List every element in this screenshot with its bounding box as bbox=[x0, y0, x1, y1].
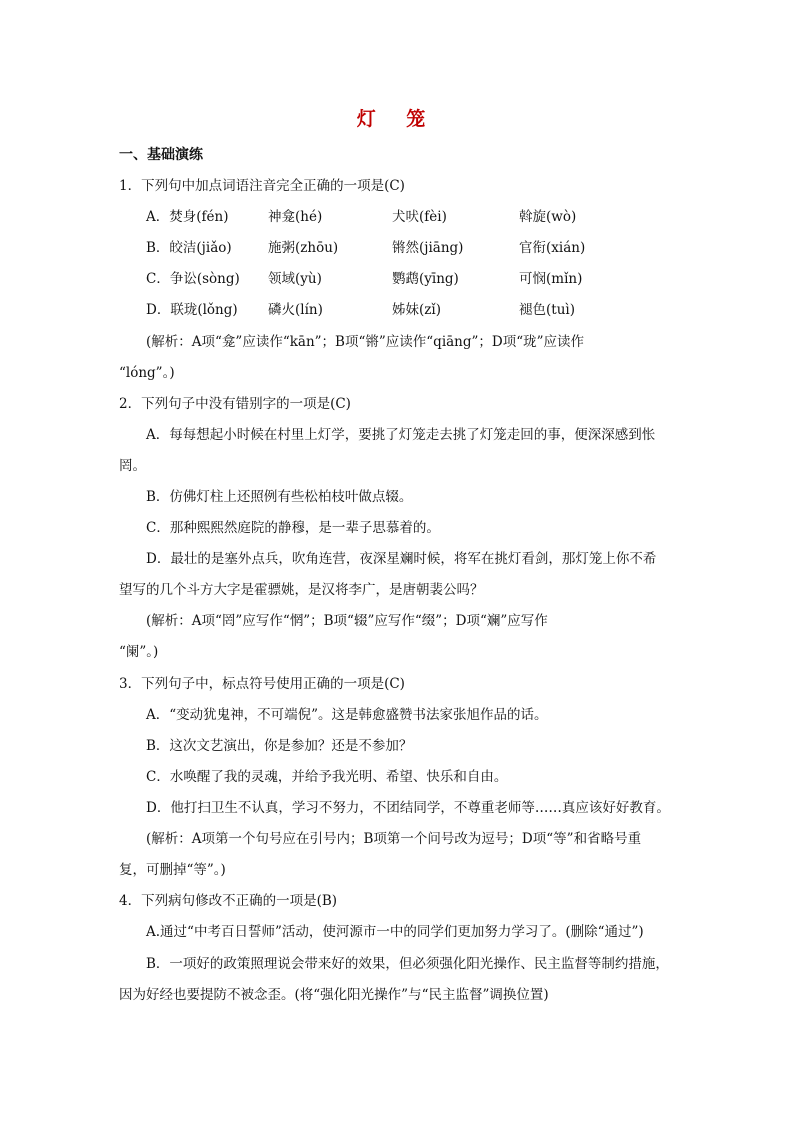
question-3-option-d: D．他打扫卫生不认真，学习不努力，不团结同学，不尊重老师等……真应该好好教育。 bbox=[146, 800, 670, 816]
option-item: 犬吠(fèi) bbox=[392, 209, 447, 225]
option-item: D．联珑(lǒng) bbox=[146, 302, 238, 318]
option-item: 褪色(tuì) bbox=[519, 302, 575, 318]
option-item: 姊妹(zǐ) bbox=[392, 302, 441, 318]
option-item: 斡旋(wò) bbox=[519, 209, 577, 225]
option-item: 神龛(hé) bbox=[268, 209, 323, 225]
question-1-stem: 1．下列句中加点词语注音完全正确的一项是(C) bbox=[119, 178, 405, 194]
question-1-analysis: (解析：A项“龛”应读作“kān”；B项“锵”应读作“qiāng”；D项“珑”应读作 bbox=[146, 334, 585, 350]
question-4-stem: 4．下列病句修改不正确的一项是(B) bbox=[119, 893, 338, 909]
option-item: C．争讼(sòng) bbox=[146, 271, 240, 287]
question-3-option-b: B．这次文艺演出，你是参加？还是不参加？ bbox=[146, 738, 413, 754]
question-2-option-d: D．最壮的是塞外点兵，吹角连营，夜深星斓时候，将军在挑灯看剑，那灯笼上你不希 bbox=[146, 551, 657, 567]
option-item: 磷火(lín) bbox=[268, 302, 323, 318]
option-item: 鹦鹉(yīng) bbox=[392, 271, 459, 287]
question-2-stem: 2．下列句子中没有错别字的一项是(C) bbox=[119, 396, 351, 412]
question-2-option-a: A．每每想起小时候在村里上灯学，要挑了灯笼走去挑了灯笼走回的事，便深深感到怅 bbox=[146, 427, 656, 443]
question-3-option-c: C．水唤醒了我的灵魂，并给予我光明、希望、快乐和自由。 bbox=[146, 769, 508, 785]
question-2-option-b: B．仿佛灯柱上还照例有些松柏枝叶做点辍。 bbox=[146, 489, 413, 505]
question-2-analysis: (解析：A项“罔”应写作“惘”；B项“辍”应写作“缀”；D项“斓”应写作 bbox=[146, 613, 548, 629]
question-2-analysis-cont: “阑”。) bbox=[119, 644, 159, 660]
option-item: 领域(yù) bbox=[268, 271, 322, 287]
option-item: B．皎洁(jiǎo) bbox=[146, 240, 232, 256]
question-2-option-d-cont: 望写的几个斗方大字是霍骠姚，是汉将李广，是唐朝裴公吗？ bbox=[119, 582, 484, 598]
option-item: A．焚身(fén) bbox=[146, 209, 229, 225]
option-item: 官衔(xián) bbox=[519, 240, 586, 256]
question-1-analysis-cont: “lóng”。) bbox=[119, 365, 175, 381]
question-3-analysis-cont: 复，可删掉“等”。) bbox=[119, 862, 226, 878]
question-3-analysis: (解析：A项第一个句号应在引号内；B项第一个问号改为逗号；D项“等”和省略号重 bbox=[146, 831, 642, 847]
question-2-option-c: C．那种熙熙然庭院的静穆，是一辈子思慕着的。 bbox=[146, 520, 440, 536]
question-3-option-a: A．“变动犹鬼神，不可端倪”。这是韩愈盛赞书法家张旭作品的话。 bbox=[146, 707, 548, 723]
question-3-stem: 3．下列句子中，标点符号使用正确的一项是(C) bbox=[119, 676, 405, 692]
document-title: 灯 笼 bbox=[356, 108, 438, 130]
section-heading: 一、基础演练 bbox=[119, 147, 203, 163]
question-2-option-a-cont: 罔。 bbox=[119, 458, 146, 474]
question-4-option-a: A.通过“中考百日誓师”活动，使河源市一中的同学们更加努力学习了。(删除“通过”) bbox=[146, 924, 644, 940]
option-item: 锵然(jiāng) bbox=[392, 240, 464, 256]
question-4-option-b-cont: 因为好经也要提防不被念歪。(将“强化阳光操作”与“民主监督”调换位置) bbox=[119, 987, 549, 1003]
option-item: 施粥(zhōu) bbox=[268, 240, 339, 256]
option-item: 可悯(mǐn) bbox=[519, 271, 583, 287]
question-4-option-b: B．一项好的政策照理说会带来好的效果，但必须强化阳光操作、民主监督等制约措施， bbox=[146, 956, 669, 972]
